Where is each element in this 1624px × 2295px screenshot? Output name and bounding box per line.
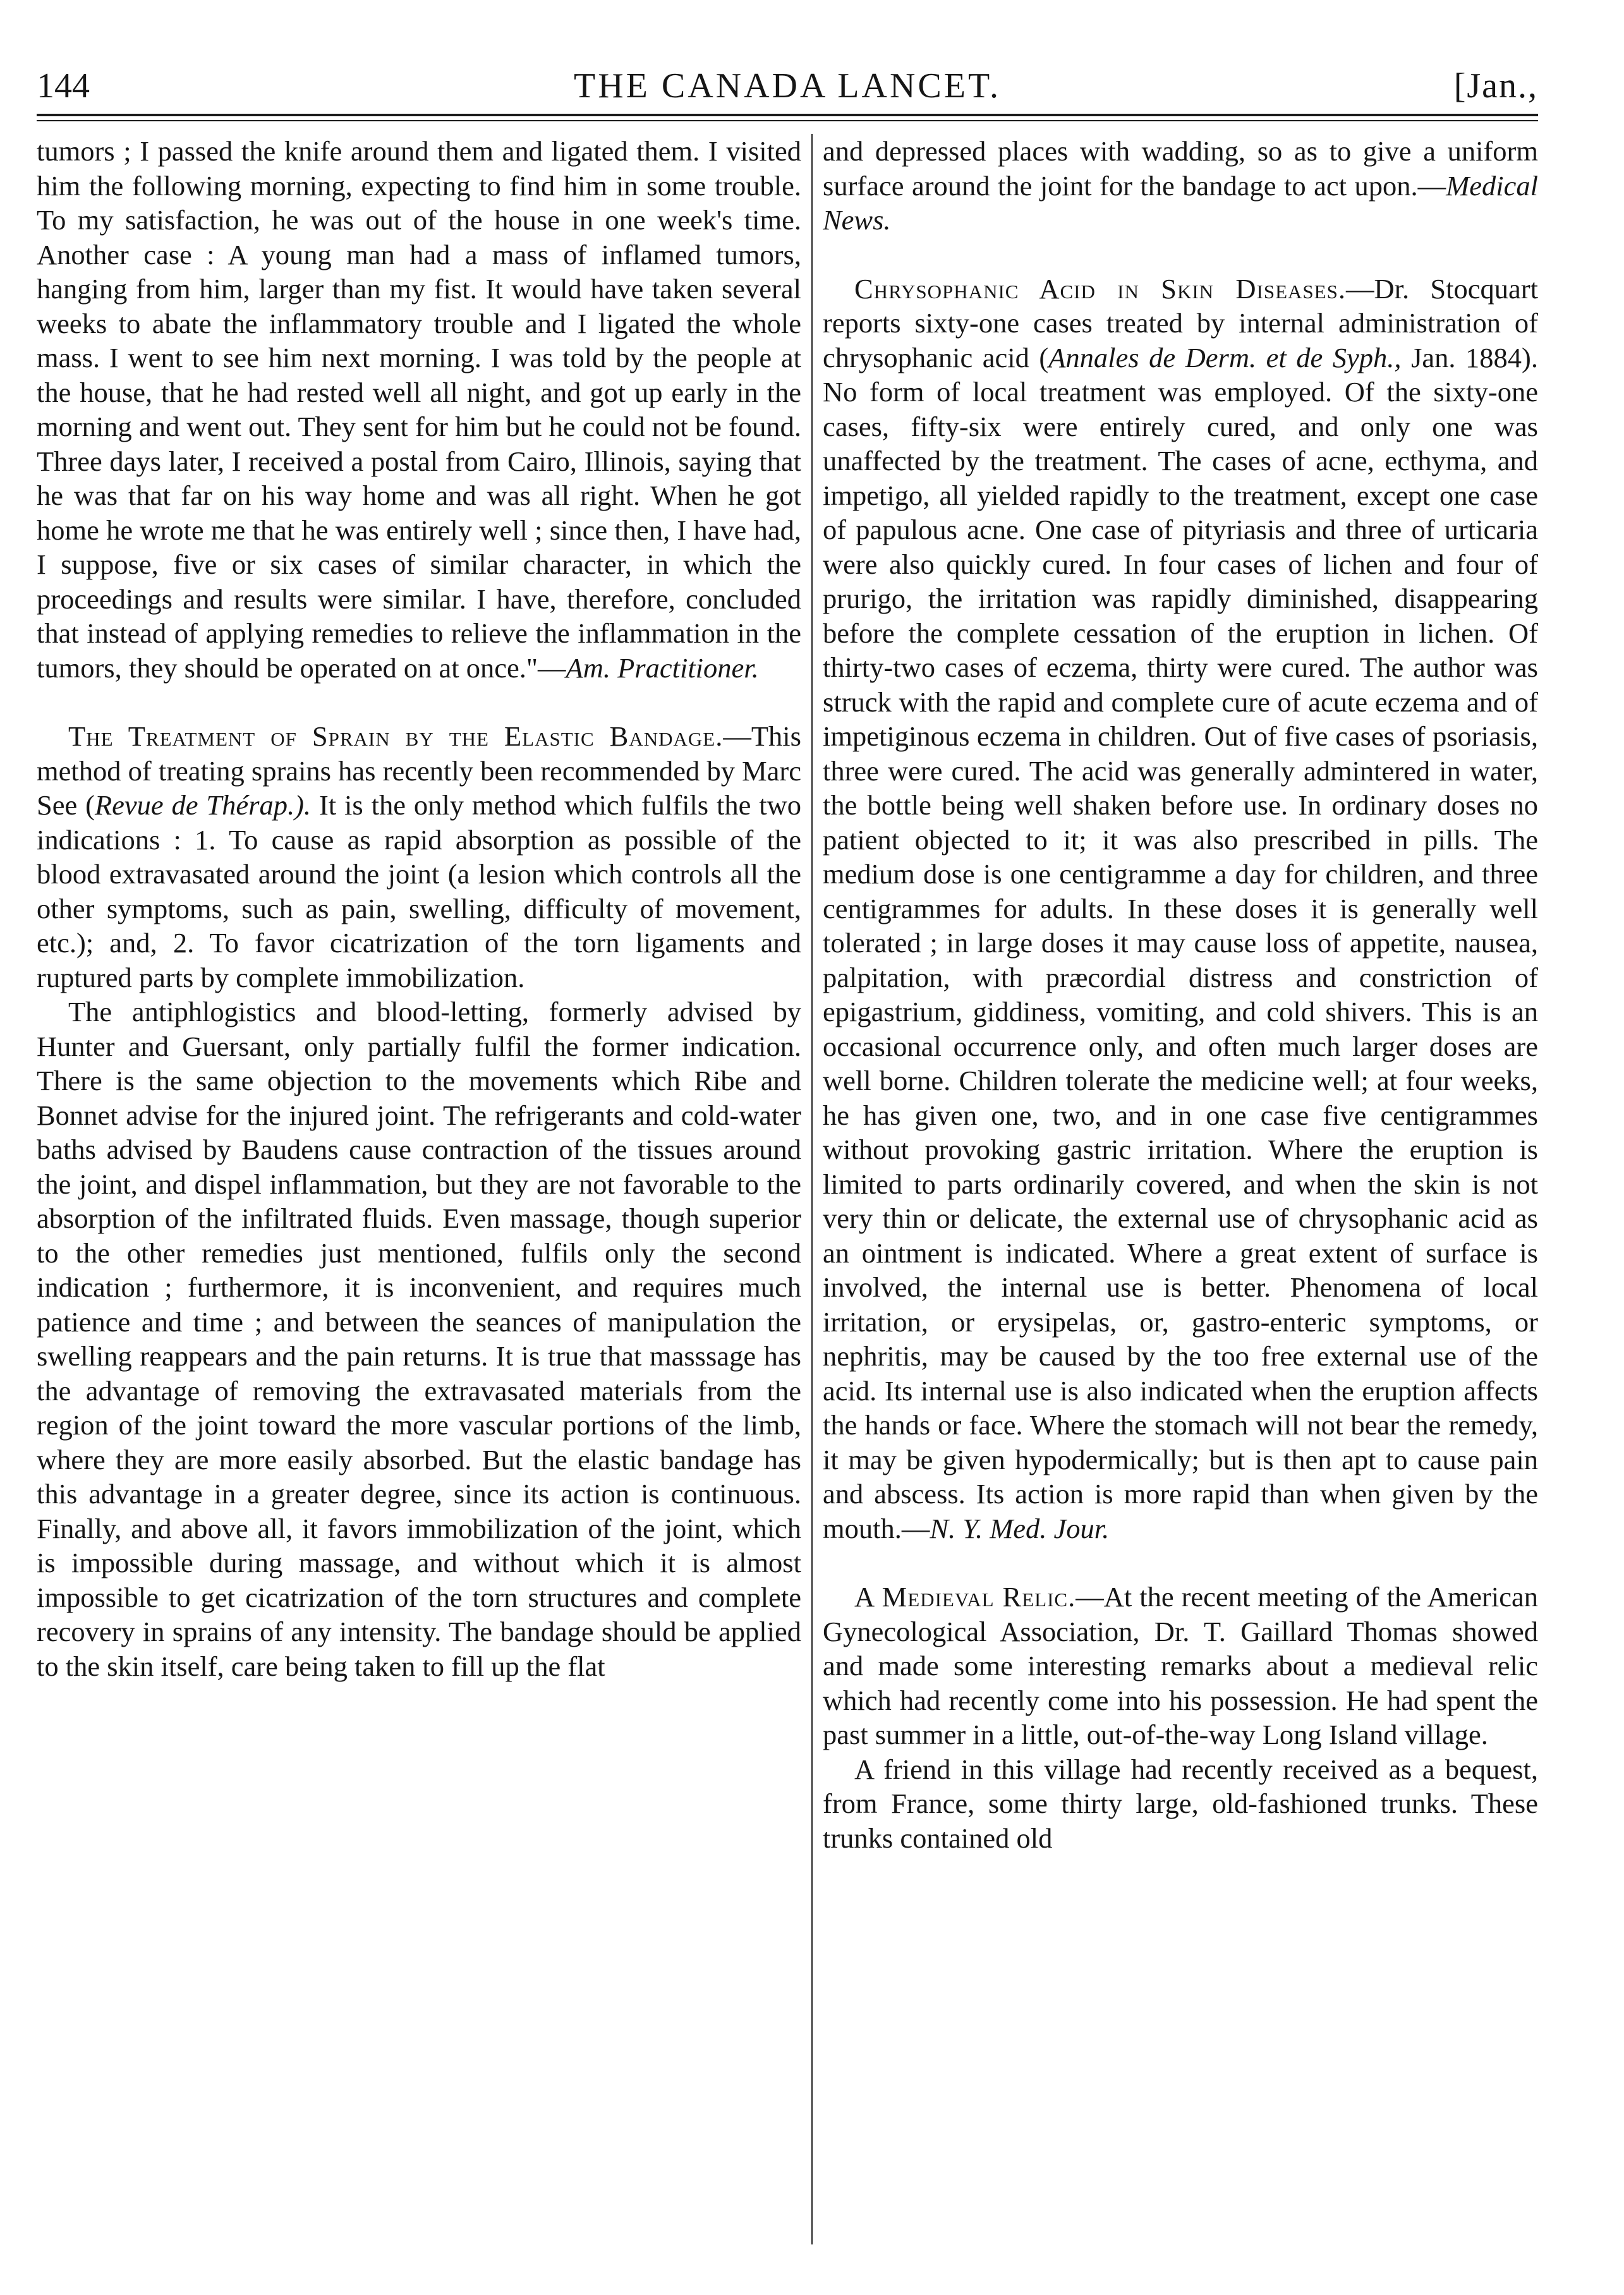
journal-title: THE CANADA LANCET. — [573, 66, 1002, 106]
sprain-article-paragraph: The Treatment of Sprain by the Elastic Bandage.—This method of treating sprains has recently been recommended by Marc See (Revue de Thérap.). It is the only method which fulfils the two indications : 1. To cause as rapid absorption as possible of the blood extravasated around the joint (a lesion which controls all the other symptoms, such as pain, swelling, difficulty of movement, etc.); and, 2. To favor cicatrization of the torn ligaments and ruptured parts by complete immobilization. — [37, 720, 801, 993]
journal-reference: Revue de Thérap.). — [94, 789, 312, 821]
source-citation: N. Y. Med. Jour. — [930, 1512, 1110, 1544]
header-rule-thin — [37, 120, 1538, 121]
left-column — [37, 134, 801, 2244]
article-heading-relic: A Medieval Relic. — [854, 1581, 1076, 1613]
relic-article-paragraph: A Medieval Relic.—At the recent meeting of the American Gynecological Association, Dr. T. Gaillard Thomas showed and made some interesting remarks about a medieval relic which had recently come into his possession. He had spent the past summer in a little, out-of-the-way Long Island village. — [823, 1581, 1538, 1750]
page-number: 144 — [37, 66, 90, 106]
sprain-article-paragraph-2: The antiphlogistics and blood-letting, formerly advised by Hunter and Guersant, only partially fulfil the former indication. There is the same objection to the movements which Ribe and Bonnet advise for the injured joint. The refrigerants and cold-water baths advised by Baudens cause contraction of the tissues around the joint, and dispel inflammation, but they are not favorable to the absorption of the infiltrated fluids. Even massage, though superior to the other remedies just mentioned, fulfils only the second indication ; furthermore, it is inconvenient, and requires much patience and time ; and between the seances of manipulation the swelling reappears and the pain returns. It is true that masssage has the advantage of removing the extravasated materials from the region of the joint toward the more vascular portions of the limb, where they are more easily absorbed. But the elastic bandage has this advantage in a greater degree, since its action is continuous. Finally, and above all, it favors immobilization of the joint, which is impossible during massage, and without which it is almost impossible to get cicatrization of the torn structures and complete recovery in sprains of any intensity. The bandage should be applied to the skin itself, care being taken to fill up the flat — [37, 996, 801, 1682]
source-citation: Medical News. — [823, 169, 1538, 236]
running-header — [37, 61, 1538, 111]
right-column — [823, 134, 1538, 2244]
relic-article-paragraph-2: A friend in this village had recently received as a bequest, from France, some thirty large, old-fashioned trunks. These trunks contained old — [823, 1753, 1538, 1854]
journal-reference: Annales de Derm. et de Syph., — [1048, 341, 1402, 373]
column-divider — [811, 134, 813, 2244]
header-rule — [37, 114, 1538, 116]
issue-month: [Jan., — [1453, 66, 1538, 106]
sprain-continuation-paragraph: and depressed places with wadding, so as to give a uniform surface around the joint for the bandage to act upon.—Medical News. — [823, 135, 1538, 236]
article-heading-sprain: The Treatment of Sprain by the Elastic Bandage. — [68, 720, 724, 752]
chrysophanic-article-paragraph: Chrysophanic Acid in Skin Diseases.—Dr. Stocquart reports sixty-one cases treated by internal administration of chrysophanic acid (Annales de Derm. et de Syph., Jan. 1884). No form of local treatment was employed. Of the sixty-one cases, fifty-six were entirely cured, and only one was unaffected by the treatment. The cases of acne, ecthyma, and impetigo, all yielded rapidly to the treatment, except one case of papulous acne. One case of pityriasis and three of urticaria were also quickly cured. In four cases of lichen and four of prurigo, the irritation was rapidly diminished, disappearing before the complete cessation of the eruption in lichen. Of thirty-two cases of eczema, thirty were cured. The author was struck with the rapid and complete cure of acute eczema and of impetiginous eczema in children. Out of five cases of psoriasis, three were cured. The acid was generally admintered in water, the bottle being well shaken before use. In ordinary doses no patient objected to it; it was also prescribed in pills. The medium dose is one centigramme a day for children, and three centigrammes for adults. In these doses it is generally well tolerated ; in large doses it may cause loss of appetite, nausea, palpitation, with præcordial distress and constriction of epigastrium, giddiness, vomiting, and cold shivers. This is an occasional occurrence only, and often much larger doses are well borne. Children tolerate the medicine well; at four weeks, he has given one, two, and in one case five centigrammes without provoking gastric irritation. Where the eruption is limited to parts ordinarily covered, and when the skin is not very thin or delicate, the external use of chrysophanic acid as an ointment is indicated. Where a great extent of surface is involved, the internal use is better. Phenomena of local irritation, or erysipelas, or, gastro-enteric symptoms, or nephritis, may be caused by the too free external use of the acid. Its internal use is also indicated when the eruption affects the hands or face. Where the stomach will not bear the remedy, it may be given hypodermically; but is then apt to cause pain and abscess. Its action is more rapid than when given by the mouth.—N. Y. Med. Jour. — [823, 272, 1538, 1544]
tumor-case-paragraph: tumors ; I passed the knife around them and ligated them. I visited him the following morning, expecting to find him in some trouble. To my satisfaction, he was out of the house in one week's time. Another case : A young man had a mass of inflamed tumors, hanging from him, larger than my fist. It would have taken several weeks to abate the inflammatory trouble and I ligated the whole mass. I went to see him next morning. I was told by the people at the house, that he had rested well all night, and got up early in the morning and went out. They sent for him but he could not be found. Three days later, I received a postal from Cairo, Illinois, saying that he was that far on his way home and was all right. When he got home he wrote me that he was entirely well ; since then, I have had, I suppose, five or six cases of similar character, in which the proceedings and results were similar. I have, therefore, concluded that instead of applying remedies to relieve the inflammation in the tumors, they should be operated on at once."—Am. Practitioner. — [37, 135, 801, 684]
source-citation: Am. Practitioner. — [566, 651, 759, 684]
article-heading-chrysophanic: Chrysophanic Acid in Skin Diseases. — [854, 272, 1346, 305]
